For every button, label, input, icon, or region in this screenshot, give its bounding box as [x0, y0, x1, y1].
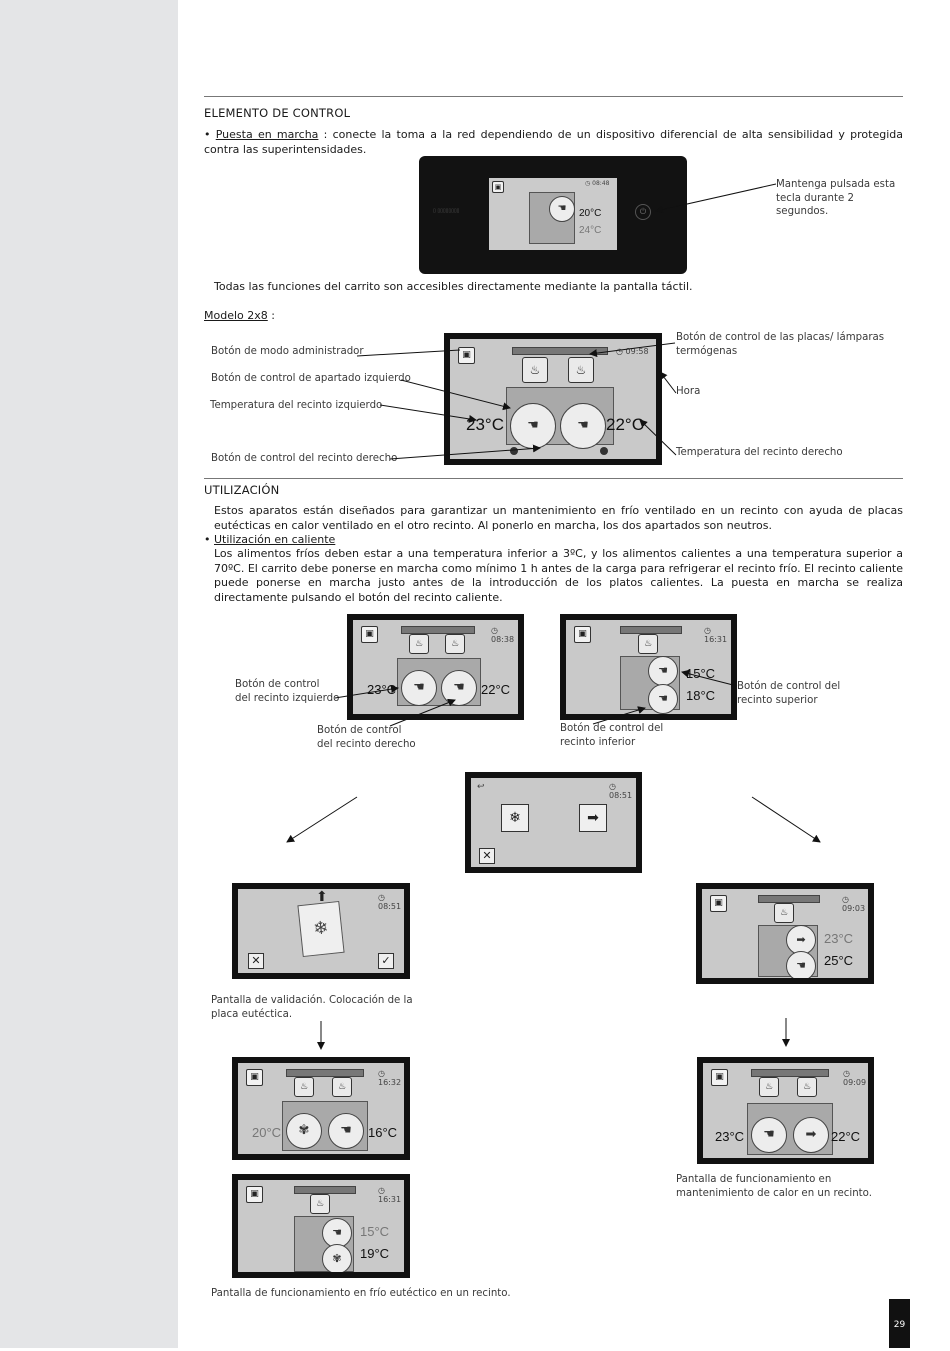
- clock: ◷ 16:32: [378, 1069, 402, 1087]
- cold-compartment-button[interactable]: ✾: [322, 1244, 352, 1272]
- right-compartment-button[interactable]: ☚: [328, 1113, 364, 1149]
- temp-bottom: 18°C: [686, 688, 716, 703]
- temp-right: 22°C: [481, 682, 511, 697]
- upper-compartment-button[interactable]: ➡: [786, 925, 816, 955]
- callout-line: [660, 372, 676, 393]
- plate-button[interactable]: ♨: [797, 1077, 817, 1097]
- callout-line: [390, 700, 455, 726]
- hot-use-label: Utilización en caliente: [214, 533, 336, 546]
- bullet: •: [204, 128, 216, 141]
- eutectic-plate-illustration: ❄: [297, 901, 344, 957]
- model-temp-right: 22°C: [606, 415, 644, 434]
- temp-bottom: 25°C: [824, 953, 854, 968]
- cold-mode-button[interactable]: ❄: [501, 804, 529, 832]
- temp-right: 16°C: [368, 1125, 398, 1140]
- hot-use-text: Los alimentos fríos deben estar a una temperatura inferior a 3ºC, y los alimentos calientes a una temperatura superior a 70ºC. El carrito debe ponerse en marcha como mínimo 1 h antes de la carga para refrigerar el recinto frío. El recinto caliente puede ponerse en marcha justo antes de la introducción de los platos calientes. La puesta en marcha se realiza directamente pulsando el botón del recinto caliente.: [214, 547, 903, 604]
- clock: ◷ 09:09: [843, 1069, 867, 1087]
- temp-top: 23°C: [824, 931, 854, 946]
- callout-left-compartment: Botón de control de apartado izquierdo: [211, 373, 411, 384]
- hand-icon[interactable]: ☚: [549, 196, 575, 222]
- use-intro: Estos aparatos están diseñados para garantizar un mantenimiento en frío ventilado en un recinto con ayuda de placas eutécticas en calor ventilado en el otro recinto. Al ponerlo en marcha, los dos apartados son neutros.: [214, 504, 903, 532]
- lock-icon[interactable]: ▣: [711, 1069, 728, 1086]
- caption-upper-button: Botón de control del recinto superior: [737, 681, 841, 706]
- plate-button[interactable]: ♨: [759, 1077, 779, 1097]
- lock-icon[interactable]: ▣: [246, 1069, 263, 1086]
- clock: ◷ 08:51: [609, 782, 633, 800]
- upper-compartment-button[interactable]: ☚: [322, 1218, 352, 1248]
- callout-line: [401, 380, 510, 408]
- lower-compartment-button[interactable]: ☚: [648, 684, 678, 714]
- callout-line: [640, 420, 676, 455]
- lock-icon[interactable]: ▣: [361, 626, 378, 643]
- clock: ◷ 08:38: [491, 626, 515, 644]
- caption-hot-mode: Pantalla de funcionamiento en mantenimiento de calor en un recinto.: [676, 1174, 872, 1199]
- model-label-suffix: :: [267, 309, 275, 322]
- temp-bottom: 19°C: [360, 1246, 390, 1261]
- callout-line: [682, 672, 737, 686]
- cold-compartment-button[interactable]: ✾: [286, 1113, 322, 1149]
- power-on-text: : conecte la toma a la red dependiendo de un dispositivo diferencial de alta sensibilidad y protegida contra las superintensidades.: [204, 128, 903, 156]
- cancel-icon[interactable]: ✕: [248, 953, 264, 969]
- clock: ◷ 16:31: [704, 626, 728, 644]
- bullet: •: [204, 533, 214, 546]
- callout-time: Hora: [676, 386, 701, 397]
- left-compartment-button[interactable]: ☚: [401, 670, 437, 706]
- plate-button[interactable]: ♨: [774, 903, 794, 923]
- plate-button[interactable]: ♨: [310, 1194, 330, 1214]
- caption-validation: Pantalla de validación. Colocación de la placa eutéctica.: [211, 995, 413, 1020]
- section-heading-use: UTILIZACIÓN: [204, 483, 280, 497]
- clock: ◷ 16:31: [378, 1186, 402, 1204]
- lock-icon[interactable]: ▣: [574, 626, 591, 643]
- callout-line: [380, 405, 476, 420]
- hot-compartment-button[interactable]: ➡: [793, 1117, 829, 1153]
- lock-icon[interactable]: ▣: [710, 895, 727, 912]
- brand-logo: ▯ ▯▯▯▯▯▯▯▯: [433, 208, 460, 214]
- plate-right-button[interactable]: ♨: [568, 357, 594, 383]
- temp-left: 20°C: [252, 1125, 282, 1140]
- power-button-callout: Mantenga pulsada esta tecla durante 2 segundos.: [776, 179, 896, 218]
- temp-left: 23°C: [367, 682, 397, 697]
- flow-arrow: [287, 797, 357, 842]
- caption-left-button: Botón de control del recinto izquierdo: [235, 679, 340, 704]
- admin-lock-icon[interactable]: ▣: [458, 347, 475, 364]
- callout-line: [593, 708, 645, 724]
- model-clock: ◷ 09:58: [616, 347, 649, 356]
- clock: ◷ 09:03: [842, 895, 866, 913]
- callout-right-button: Botón de control del recinto derecho: [211, 453, 398, 464]
- callout-line: [590, 343, 675, 354]
- panel-temp-2: 24°C: [579, 225, 602, 236]
- callout-admin: Botón de modo administrador: [211, 346, 364, 357]
- callout-line: [390, 448, 540, 459]
- section-heading-control: ELEMENTO DE CONTROL: [204, 106, 351, 120]
- caption-cold-mode: Pantalla de funcionamiento en frío eutéctico en un recinto.: [211, 1288, 511, 1299]
- caption-lower-button: Botón de control del recinto inferior: [560, 723, 664, 748]
- back-icon[interactable]: ↩: [477, 782, 485, 792]
- left-compartment-button[interactable]: ☚: [751, 1117, 787, 1153]
- touch-note: Todas las funciones del carrito son accesibles directamente mediante la pantalla táctil.: [214, 280, 693, 293]
- power-on-label: Puesta en marcha: [215, 128, 319, 141]
- confirm-icon[interactable]: ✓: [378, 953, 394, 969]
- callout-plates: Botón de control de las placas/ lámparas termógenas: [676, 332, 885, 357]
- temp-top: 15°C: [686, 666, 716, 681]
- up-arrow-icon: ⬆: [316, 889, 328, 905]
- temp-right: 22°C: [831, 1129, 861, 1144]
- callout-left-temp: Temperatura del recinto izquierdo: [210, 400, 383, 411]
- callout-line: [357, 350, 460, 356]
- plate-left-button[interactable]: ♨: [522, 357, 548, 383]
- plate-button[interactable]: ♨: [638, 634, 658, 654]
- power-button[interactable]: ⏻: [635, 204, 651, 220]
- left-compartment-button[interactable]: ☚: [510, 403, 556, 449]
- caption-right-button: Botón de control del recinto derecho: [317, 725, 416, 750]
- callout-right-temp: Temperatura del recinto derecho: [676, 447, 843, 458]
- model-temp-left: 23°C: [466, 415, 504, 434]
- plate-button[interactable]: ♨: [294, 1077, 314, 1097]
- temp-left: 23°C: [715, 1129, 745, 1144]
- clock: ◷ 08:51: [378, 893, 402, 911]
- cancel-icon[interactable]: ✕: [479, 848, 495, 864]
- flow-arrow: [752, 797, 820, 842]
- hot-mode-button[interactable]: ➡: [579, 804, 607, 832]
- callout-line: [335, 688, 398, 698]
- panel-clock: ◷ 08:48: [585, 180, 610, 187]
- lower-compartment-button[interactable]: ☚: [786, 951, 816, 978]
- temp-top: 15°C: [360, 1224, 390, 1239]
- lock-icon[interactable]: ▣: [246, 1186, 263, 1203]
- upper-compartment-button[interactable]: ☚: [648, 656, 678, 686]
- right-compartment-button[interactable]: ☚: [441, 670, 477, 706]
- plate-button[interactable]: ♨: [409, 634, 429, 654]
- right-compartment-button[interactable]: ☚: [560, 403, 606, 449]
- lock-icon[interactable]: ▣: [492, 181, 504, 193]
- page-number: 29: [889, 1299, 910, 1348]
- plate-button[interactable]: ♨: [445, 634, 465, 654]
- model-label: Modelo 2x8: [204, 309, 268, 322]
- plate-button[interactable]: ♨: [332, 1077, 352, 1097]
- callout-line: [656, 184, 776, 211]
- panel-temp-1: 20°C: [579, 208, 602, 219]
